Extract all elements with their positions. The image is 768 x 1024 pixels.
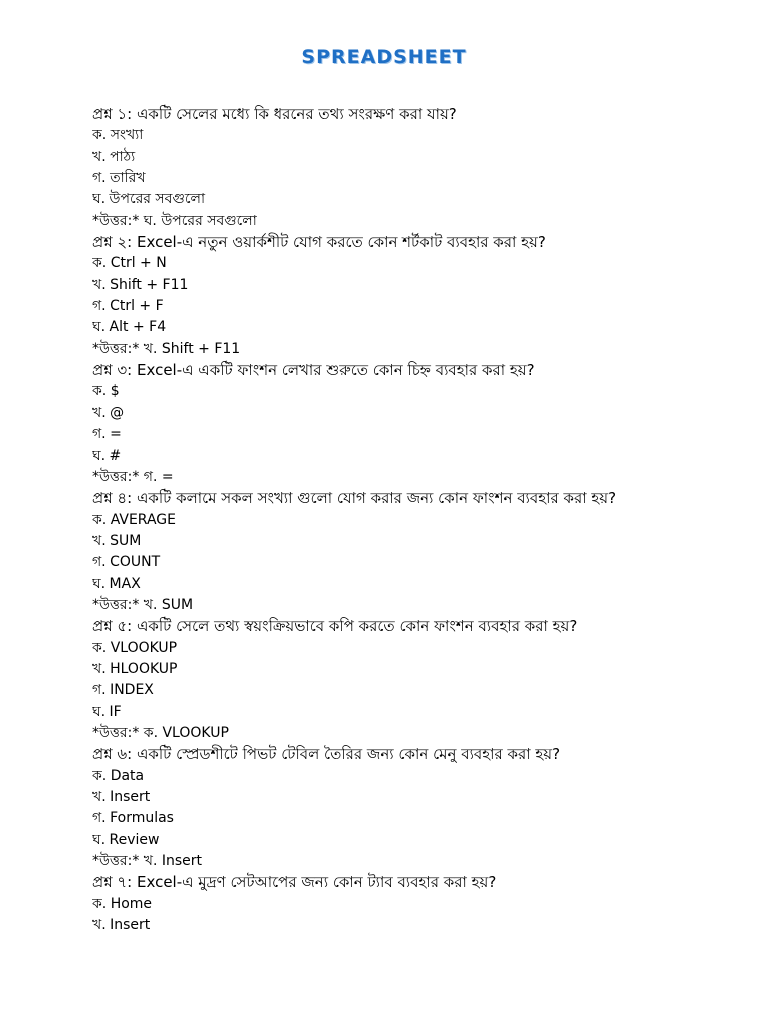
question-1-option-c: গ. তারিখ [92,170,146,187]
question-3-option-c: গ. = [92,426,122,443]
page-title: SPREADSHEET [301,46,467,68]
question-2-option-d: ঘ. Alt + F4 [92,319,167,336]
question-6-option-b: খ. Insert [92,789,151,805]
question-6-option-a: ক. Data [92,767,145,784]
question-3-option-a: ক. $ [92,383,120,400]
question-3-answer: *উত্তর:* গ. = [92,468,174,485]
question-6-option-d: ঘ. Review [92,831,160,848]
question-2-option-a: ক. Ctrl + N [92,255,167,272]
question-2-option-b: খ. Shift + F11 [92,276,189,293]
question-7-option-b: খ. Insert [92,917,151,934]
question-4-answer: *উত্তর:* খ. SUM [92,596,194,613]
question-5: প্রশ্ন ৫: একটি সেলে তথ্য স্বয়ংক্রিয়ভাবে কপি করতে কোন ফাংশন ব্যবহার করা হয়? [92,617,578,636]
question-3: প্রশ্ন ৩: Excel-এ একটি ফাংশন লেখার শুরুতে কোন চিহ্ন ব্যবহার করা হয়? [92,361,535,380]
question-5-option-d: ঘ. IF [92,703,122,720]
question-6-answer: *উত্তর:* খ. Insert [92,853,203,870]
quiz-content [92,104,752,936]
question-4-option-b: খ. SUM [92,532,142,549]
question-5-option-b: খ. HLOOKUP [92,660,178,677]
question-4-option-d: ঘ. MAX [92,575,141,592]
question-6-option-c: গ. Formulas [92,810,174,827]
question-5-option-c: গ. INDEX [92,682,154,699]
question-4: প্রশ্ন ৪: একটি কলামে সকল সংখ্যা গুলো যোগ করার জন্য কোন ফাংশন ব্যবহার করা হয়? [92,489,617,508]
question-2: প্রশ্ন ২: Excel-এ নতুন ওয়ার্কশীট যোগ করতে কোন শর্টকাট ব্যবহার করা হয়? [92,233,546,252]
question-1: প্রশ্ন ১: একটি সেলের মধ্যে কি ধরনের তথ্য সংরক্ষণ করা যায়? [92,105,457,123]
question-3-option-b: খ. @ [92,404,125,421]
question-1-option-d: ঘ. উপরের সবগুলো [92,191,206,208]
question-1-option-a: ক. সংখ্যা [92,127,144,144]
question-4-option-a: ক. AVERAGE [92,511,176,528]
question-5-option-a: ক. VLOOKUP [92,639,178,656]
question-7-option-a: ক. Home [92,895,153,912]
question-1-answer: *উত্তর:* ঘ. উপরের সবগুলো [92,212,257,229]
question-1-option-b: খ. পাঠ্য [92,148,136,165]
question-2-answer: *উত্তর:* খ. Shift + F11 [92,340,241,357]
question-6: প্রশ্ন ৬: একটি স্প্রেডশীটে পিভট টেবিল তৈরির জন্য কোন মেনু ব্যবহার করা হয়? [92,745,561,764]
question-2-option-c: গ. Ctrl + F [92,298,164,315]
question-5-answer: *উত্তর:* ক. VLOOKUP [92,724,229,741]
question-7: প্রশ্ন ৭: Excel-এ মুদ্রণ সেটআপের জন্য কোন ট্যাব ব্যবহার করা হয়? [92,873,497,892]
question-3-option-d: ঘ. # [92,447,122,464]
question-4-option-c: গ. COUNT [92,554,161,571]
